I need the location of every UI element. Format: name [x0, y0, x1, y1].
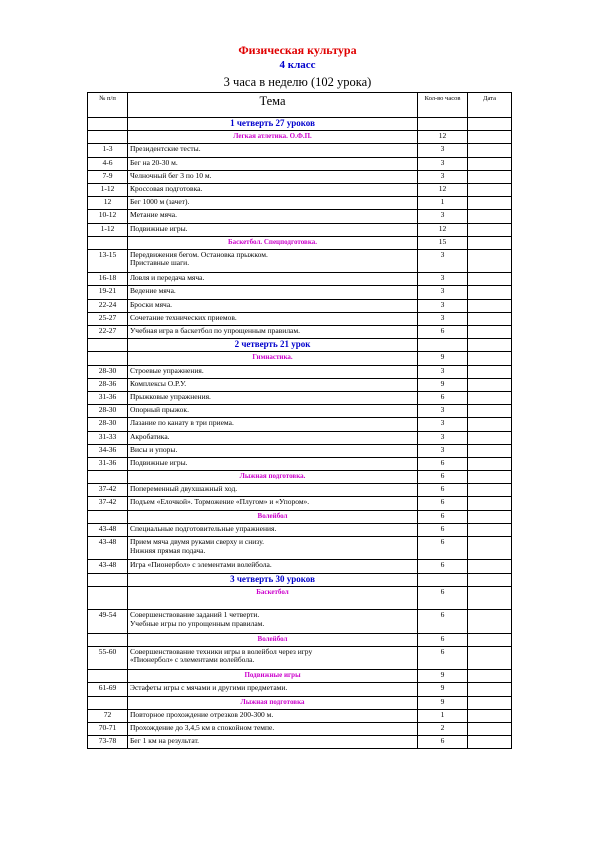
cell-num	[88, 352, 128, 365]
cell-hours: 3	[418, 444, 468, 457]
cell-date	[468, 144, 512, 157]
cell-date	[468, 312, 512, 325]
theme-text: Лазание по канату в три приема.	[130, 418, 234, 428]
theme-text: Совершенствование заданий 1 четверти.	[130, 610, 260, 620]
cell-hours: 15	[418, 236, 468, 249]
table-row	[88, 736, 512, 749]
cell-hours: 6	[418, 391, 468, 404]
table-row	[88, 722, 512, 735]
cell-date	[468, 118, 512, 131]
cell-num: 12	[88, 197, 128, 210]
cell-theme	[128, 378, 418, 391]
cell-num: 28-30	[88, 418, 128, 431]
cell-hours	[418, 573, 468, 586]
cell-num: 43-48	[88, 523, 128, 536]
cell-num: 1-12	[88, 183, 128, 196]
cell-theme	[128, 299, 418, 312]
table-row	[88, 610, 512, 633]
quarter-row	[88, 573, 512, 586]
cell-theme	[128, 391, 418, 404]
cell-num: 7-9	[88, 170, 128, 183]
cell-hours: 3	[418, 157, 468, 170]
cell-theme	[128, 736, 418, 749]
table-row	[88, 249, 512, 272]
cell-num	[88, 633, 128, 646]
cell-hours: 9	[418, 352, 468, 365]
cell-date	[468, 378, 512, 391]
cell-date	[468, 405, 512, 418]
cell-theme	[128, 683, 418, 696]
table-row	[88, 365, 512, 378]
theme-text: Прием мяча двумя руками сверху и снизу.	[130, 537, 264, 547]
cell-num: 73-78	[88, 736, 128, 749]
table-row	[88, 683, 512, 696]
cell-date	[468, 418, 512, 431]
theme-text: Подвижные игры.	[130, 457, 188, 467]
theme-text: Прыжковые упражнения.	[130, 391, 211, 401]
section-title: Баскетбол. Спецподготовка.	[128, 236, 418, 249]
cell-num: 28-30	[88, 405, 128, 418]
cell-hours	[418, 118, 468, 131]
cell-theme	[128, 444, 418, 457]
cell-num	[88, 586, 128, 609]
cell-theme	[128, 405, 418, 418]
section-title: Волейбол	[128, 633, 418, 646]
table-row	[88, 210, 512, 223]
cell-num: 22-27	[88, 326, 128, 339]
table-row	[88, 273, 512, 286]
cell-hours: 12	[418, 223, 468, 236]
table-row	[88, 405, 512, 418]
cell-num: 31-36	[88, 457, 128, 470]
cell-num: 1-12	[88, 223, 128, 236]
cell-hours: 6	[418, 610, 468, 633]
cell-date	[468, 131, 512, 144]
cell-hours: 6	[418, 471, 468, 484]
cell-hours: 6	[418, 326, 468, 339]
cell-num: 31-33	[88, 431, 128, 444]
section-row	[88, 352, 512, 365]
col-header-theme: Тема	[128, 93, 418, 118]
table-row	[88, 523, 512, 536]
section-title: Лыжная подготовка	[128, 696, 418, 709]
cell-hours: 6	[418, 484, 468, 497]
cell-hours: 12	[418, 183, 468, 196]
cell-num: 4-6	[88, 157, 128, 170]
theme-text: Бег 1000 м (зачет).	[130, 197, 190, 207]
cell-theme	[128, 484, 418, 497]
section-title: Лыжная подготовка.	[128, 471, 418, 484]
cell-hours: 3	[418, 405, 468, 418]
cell-num: 16-18	[88, 273, 128, 286]
theme-text: Строевые упражнения.	[130, 365, 204, 375]
cell-num: 1-3	[88, 144, 128, 157]
cell-date	[468, 352, 512, 365]
cell-date	[468, 236, 512, 249]
theme-text: Челночный бег 3 по 10 м.	[130, 170, 212, 180]
cell-num: 31-36	[88, 391, 128, 404]
theme-text: Броски мяча.	[130, 299, 173, 309]
theme-text: Учебная игра в баскетбол по упрощенным правилам.	[130, 326, 301, 336]
document-title: Физическая культура	[238, 43, 357, 57]
cell-num	[88, 696, 128, 709]
theme-text: Сочетание технических приемов.	[130, 312, 237, 322]
table-row	[88, 197, 512, 210]
cell-hours: 6	[418, 537, 468, 560]
cell-theme	[128, 722, 418, 735]
cell-hours	[418, 339, 468, 352]
cell-num: 25-27	[88, 312, 128, 325]
section-row	[88, 510, 512, 523]
cell-date	[468, 223, 512, 236]
cell-date	[468, 471, 512, 484]
section-row	[88, 670, 512, 683]
cell-date	[468, 170, 512, 183]
table-row	[88, 709, 512, 722]
cell-hours: 3	[418, 249, 468, 272]
col-header-hours: Кол-во часов	[418, 93, 468, 118]
cell-date	[468, 586, 512, 609]
quarter-row	[88, 339, 512, 352]
theme-text-line2: Учебные игры по упрощенным правилам.	[130, 618, 265, 628]
cell-theme	[128, 249, 418, 272]
cell-date	[468, 157, 512, 170]
cell-date	[468, 326, 512, 339]
theme-text: Бег 1 км на результат.	[130, 736, 200, 746]
table-row	[88, 157, 512, 170]
cell-num: 72	[88, 709, 128, 722]
theme-text: Передвижения бегом. Остановка прыжком.	[130, 249, 268, 259]
cell-hours: 1	[418, 709, 468, 722]
quarter-title: 1 четверть 27 уроков	[128, 118, 418, 131]
table-row	[88, 144, 512, 157]
quarter-title: 3 четверть 30 уроков	[128, 573, 418, 586]
section-row	[88, 696, 512, 709]
cell-hours: 6	[418, 497, 468, 510]
cell-date	[468, 683, 512, 696]
theme-text: Акробатика.	[130, 431, 170, 441]
section-title: Подвижные игры	[128, 670, 418, 683]
table-row	[88, 378, 512, 391]
table-row	[88, 183, 512, 196]
table-row	[88, 299, 512, 312]
cell-hours: 3	[418, 431, 468, 444]
cell-date	[468, 709, 512, 722]
theme-text-line2: «Пионербол» с элементами волейбола.	[130, 655, 255, 665]
theme-text: Президентские тесты.	[130, 144, 201, 154]
cell-date	[468, 537, 512, 560]
cell-theme	[128, 418, 418, 431]
cell-date	[468, 646, 512, 669]
cell-num: 37-42	[88, 497, 128, 510]
table-row	[88, 391, 512, 404]
col-header-date: Дата	[468, 93, 512, 118]
theme-text: Метание мяча.	[130, 210, 177, 220]
quarter-title: 2 четверть 21 урок	[128, 339, 418, 352]
cell-theme	[128, 312, 418, 325]
cell-hours: 1	[418, 197, 468, 210]
cell-hours: 6	[418, 736, 468, 749]
theme-text: Висы и упоры.	[130, 444, 178, 454]
cell-theme	[128, 365, 418, 378]
cell-hours: 3	[418, 210, 468, 223]
cell-date	[468, 523, 512, 536]
cell-hours: 9	[418, 670, 468, 683]
cell-hours: 6	[418, 586, 468, 609]
theme-text: Опорный прыжок.	[130, 405, 189, 415]
cell-num: 43-48	[88, 537, 128, 560]
cell-theme	[128, 144, 418, 157]
cell-hours: 6	[418, 510, 468, 523]
cell-hours: 6	[418, 523, 468, 536]
table-header-row	[88, 93, 512, 118]
theme-text: Ведение мяча.	[130, 286, 176, 296]
table-row	[88, 560, 512, 573]
cell-date	[468, 670, 512, 683]
cell-num	[88, 471, 128, 484]
cell-num	[88, 236, 128, 249]
cell-date	[468, 497, 512, 510]
theme-text: Игра «Пионербол» с элементами волейбола.	[130, 560, 272, 570]
cell-hours: 3	[418, 273, 468, 286]
cell-num: 55-60	[88, 646, 128, 669]
theme-text-line2: Нижняя прямая подача.	[130, 545, 206, 555]
cell-num: 10-12	[88, 210, 128, 223]
cell-date	[468, 722, 512, 735]
table-row	[88, 431, 512, 444]
table-row	[88, 484, 512, 497]
cell-num	[88, 510, 128, 523]
theme-text: Специальные подготовительные упражнения.	[130, 523, 277, 533]
theme-text: Ловля и передача мяча.	[130, 273, 205, 283]
cell-theme	[128, 457, 418, 470]
cell-theme	[128, 326, 418, 339]
section-title: Гимнастика.	[128, 352, 418, 365]
cell-hours: 2	[418, 722, 468, 735]
cell-num: 28-36	[88, 378, 128, 391]
cell-hours: 9	[418, 683, 468, 696]
section-row	[88, 586, 512, 609]
cell-theme	[128, 183, 418, 196]
cell-date	[468, 365, 512, 378]
table-row	[88, 444, 512, 457]
cell-hours: 12	[418, 131, 468, 144]
cell-num	[88, 573, 128, 586]
cell-theme	[128, 610, 418, 633]
cell-hours: 6	[418, 560, 468, 573]
cell-num: 22-24	[88, 299, 128, 312]
section-title: Баскетбол	[128, 586, 418, 609]
cell-date	[468, 457, 512, 470]
cell-theme	[128, 560, 418, 573]
cell-hours: 9	[418, 696, 468, 709]
cell-num: 37-42	[88, 484, 128, 497]
cell-num: 19-21	[88, 286, 128, 299]
quarter-row	[88, 118, 512, 131]
table-row	[88, 286, 512, 299]
cell-num	[88, 339, 128, 352]
theme-text: Повторное прохождение отрезков 200-300 м.	[130, 709, 274, 719]
cell-num: 43-48	[88, 560, 128, 573]
cell-theme	[128, 537, 418, 560]
section-row	[88, 131, 512, 144]
hours-label: 3 часа в неделю (102 урока)	[223, 75, 372, 89]
cell-theme	[128, 223, 418, 236]
cell-hours: 3	[418, 299, 468, 312]
section-row	[88, 236, 512, 249]
cell-date	[468, 736, 512, 749]
cell-hours: 3	[418, 170, 468, 183]
cell-theme	[128, 210, 418, 223]
cell-date	[468, 391, 512, 404]
theme-text: Прохождение до 3,4,5 км в спокойном темпе.	[130, 722, 275, 732]
theme-text: Бег на 20-30 м.	[130, 157, 178, 167]
section-title: Волейбол	[128, 510, 418, 523]
cell-date	[468, 444, 512, 457]
theme-text: Эстафеты игры с мячами и другими предметами.	[130, 683, 288, 693]
table-row	[88, 170, 512, 183]
theme-text: Комплексы О.Р.У.	[130, 378, 187, 388]
theme-text: Попеременный двухшажный ход.	[130, 484, 238, 494]
table-row	[88, 223, 512, 236]
cell-date	[468, 197, 512, 210]
cell-num: 70-71	[88, 722, 128, 735]
col-header-num: № п/п	[88, 93, 128, 118]
cell-date	[468, 299, 512, 312]
table-row	[88, 497, 512, 510]
cell-num: 49-54	[88, 610, 128, 633]
cell-theme	[128, 286, 418, 299]
cell-date	[468, 339, 512, 352]
cell-date	[468, 696, 512, 709]
cell-date	[468, 249, 512, 272]
cell-theme	[128, 197, 418, 210]
cell-num: 34-36	[88, 444, 128, 457]
cell-num: 61-69	[88, 683, 128, 696]
curriculum-table	[87, 92, 512, 749]
cell-date	[468, 273, 512, 286]
table-row	[88, 418, 512, 431]
section-row	[88, 471, 512, 484]
cell-date	[468, 431, 512, 444]
theme-text: Подвижные игры.	[130, 223, 188, 233]
cell-theme	[128, 646, 418, 669]
cell-date	[468, 286, 512, 299]
cell-hours: 3	[418, 144, 468, 157]
section-row	[88, 633, 512, 646]
cell-num: 28-30	[88, 365, 128, 378]
cell-date	[468, 484, 512, 497]
table-row	[88, 646, 512, 669]
theme-text: Кроссовая подготовка.	[130, 183, 203, 193]
cell-theme	[128, 431, 418, 444]
cell-hours: 6	[418, 633, 468, 646]
cell-hours: 3	[418, 312, 468, 325]
cell-theme	[128, 523, 418, 536]
cell-theme	[128, 709, 418, 722]
cell-hours: 6	[418, 646, 468, 669]
cell-date	[468, 610, 512, 633]
grade-label: 4 класс	[279, 59, 316, 71]
table-row	[88, 326, 512, 339]
cell-hours: 6	[418, 457, 468, 470]
cell-date	[468, 633, 512, 646]
section-title: Легкая атлетика. О.Ф.П.	[128, 131, 418, 144]
cell-hours: 3	[418, 365, 468, 378]
cell-date	[468, 183, 512, 196]
cell-theme	[128, 157, 418, 170]
theme-text: Совершенствование техники игры в волейбол через игру	[130, 646, 313, 656]
cell-theme	[128, 170, 418, 183]
cell-num	[88, 118, 128, 131]
cell-num	[88, 131, 128, 144]
cell-date	[468, 573, 512, 586]
theme-text: Подъем «Елочкой». Торможение «Плугом» и «Упором».	[130, 497, 310, 507]
cell-theme	[128, 273, 418, 286]
theme-text-line2: Приставные шаги.	[130, 258, 190, 268]
cell-theme	[128, 497, 418, 510]
table-row	[88, 312, 512, 325]
cell-hours: 3	[418, 286, 468, 299]
cell-hours: 9	[418, 378, 468, 391]
cell-date	[468, 510, 512, 523]
cell-date	[468, 560, 512, 573]
cell-date	[468, 210, 512, 223]
cell-num	[88, 670, 128, 683]
cell-num: 13-15	[88, 249, 128, 272]
table-row	[88, 537, 512, 560]
table-row	[88, 457, 512, 470]
cell-hours: 3	[418, 418, 468, 431]
